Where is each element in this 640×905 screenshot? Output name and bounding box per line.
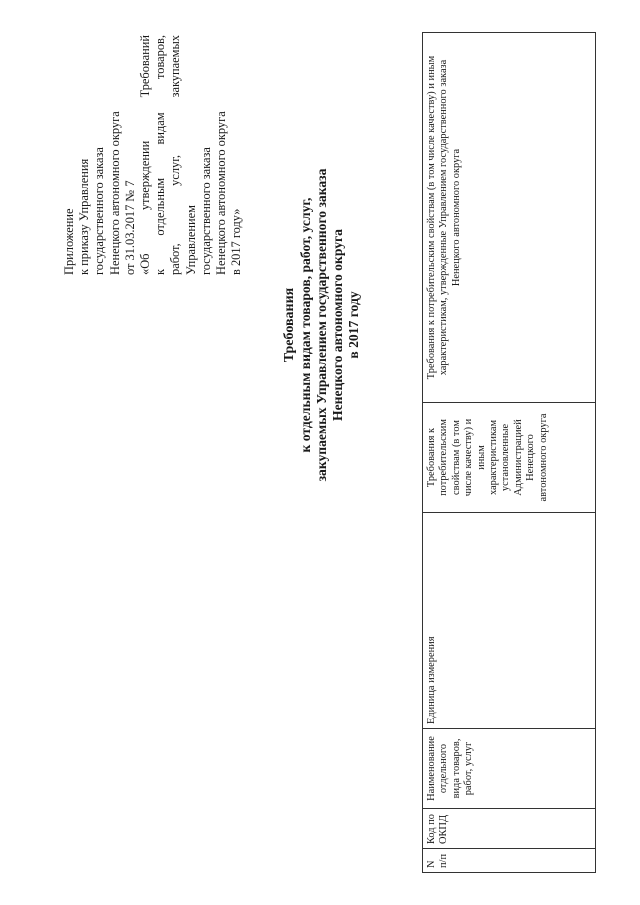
document-title	[282, 45, 362, 605]
header-admin-requirements: Требования к потребительским свойствам (в том числе качеству) и иным характеристикам установленные Администрацией Ненецкого автономного округа	[423, 403, 596, 513]
header-agency-requirements: Требования к потребительским свойствам (в том числе качеству) и иным характеристикам, утвержденные Управлением государственного заказа Ненецкого автономного округа	[423, 33, 596, 403]
table-header-row	[423, 33, 596, 873]
title-line: к отдельным видам товаров, работ, услуг,	[298, 197, 313, 453]
header-unit: Единица измерения	[423, 513, 596, 729]
appendix-line: «Об утверждении Требований	[138, 35, 153, 275]
requirements-table	[422, 32, 596, 873]
title-line: Требования	[282, 287, 297, 363]
appendix-line: государственного заказа	[92, 147, 107, 275]
appendix-line: Управлением	[183, 205, 198, 275]
appendix-note	[62, 35, 244, 275]
appendix-line: к приказу Управления	[77, 158, 92, 275]
header-item-name: Наименование отдельного вида товаров, работ, услуг	[423, 729, 596, 809]
appendix-line: Приложение	[62, 208, 76, 275]
appendix-line: работ, услуг, закупаемых	[168, 35, 183, 275]
title-line: Ненецкого автономного округа	[330, 229, 345, 421]
title-line: в 2017 году	[346, 291, 361, 359]
appendix-line: в 2017 году»	[229, 208, 244, 275]
appendix-line: Ненецкого автономного округа	[214, 111, 229, 275]
appendix-line: от 31.03.2017 № 7	[122, 180, 137, 275]
appendix-line: Ненецкого автономного округа	[107, 111, 122, 275]
appendix-line: государственного заказа	[198, 147, 213, 275]
title-line: закупаемых Управлением государственного заказа	[314, 168, 329, 482]
header-okpd-code: Код по ОКПД	[423, 809, 596, 849]
header-number: N п/п	[423, 849, 596, 873]
appendix-line: к отдельным видам товаров,	[153, 35, 168, 275]
